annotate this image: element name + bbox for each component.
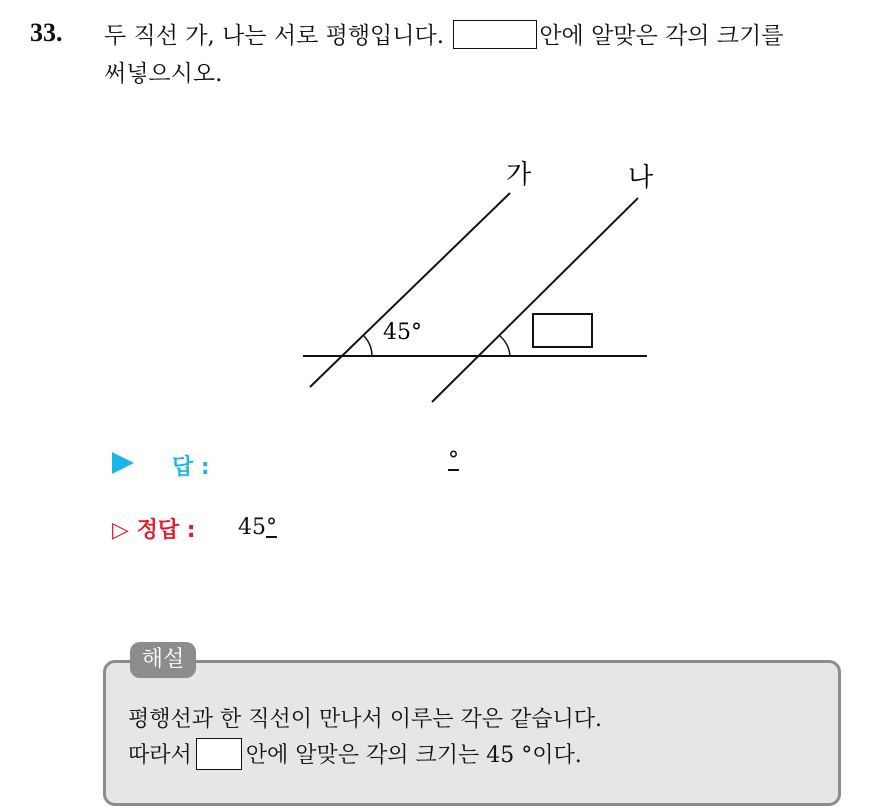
angle-label-45: 45° [383,320,422,345]
label-ga: 가 [506,160,532,190]
explanation-tab: 해설 [130,642,196,678]
answer-degree-field[interactable] [448,448,459,473]
answer-label: 답 : [172,455,210,480]
line-na [432,198,638,402]
question-number: 33. [30,18,63,47]
question-text-part2: 안에 알맞은 각의 크기를 [539,23,784,49]
explanation-blank-box [196,738,242,770]
explanation-line2-part1: 따라서 [128,743,192,768]
question-text-line2: 써넣으시오. [104,61,223,87]
correct-answer-label: ▷ 정답 : [112,518,196,543]
explanation-line2-part2: 안에 알맞은 각의 크기는 45 °이다. [245,743,582,768]
explanation-panel [103,660,841,806]
explanation-line1: 평행선과 한 직선이 만나서 이루는 각은 같습니다. [128,707,602,732]
question-text-part1: 두 직선 가, 나는 서로 평행입니다. [104,23,445,49]
line-ga [310,193,510,387]
answer-degree-symbol: ° [448,448,459,473]
answer-marker-icon [112,452,134,478]
angle-arc-45 [364,336,372,356]
correct-value-number: 45 [238,515,266,540]
unknown-angle-box [533,314,592,347]
explanation-line2 [128,738,582,770]
label-na: 나 [628,163,654,193]
correct-answer-value [238,515,277,540]
correct-value-unit: ° [266,515,277,540]
angle-arc-unknown [500,336,510,356]
